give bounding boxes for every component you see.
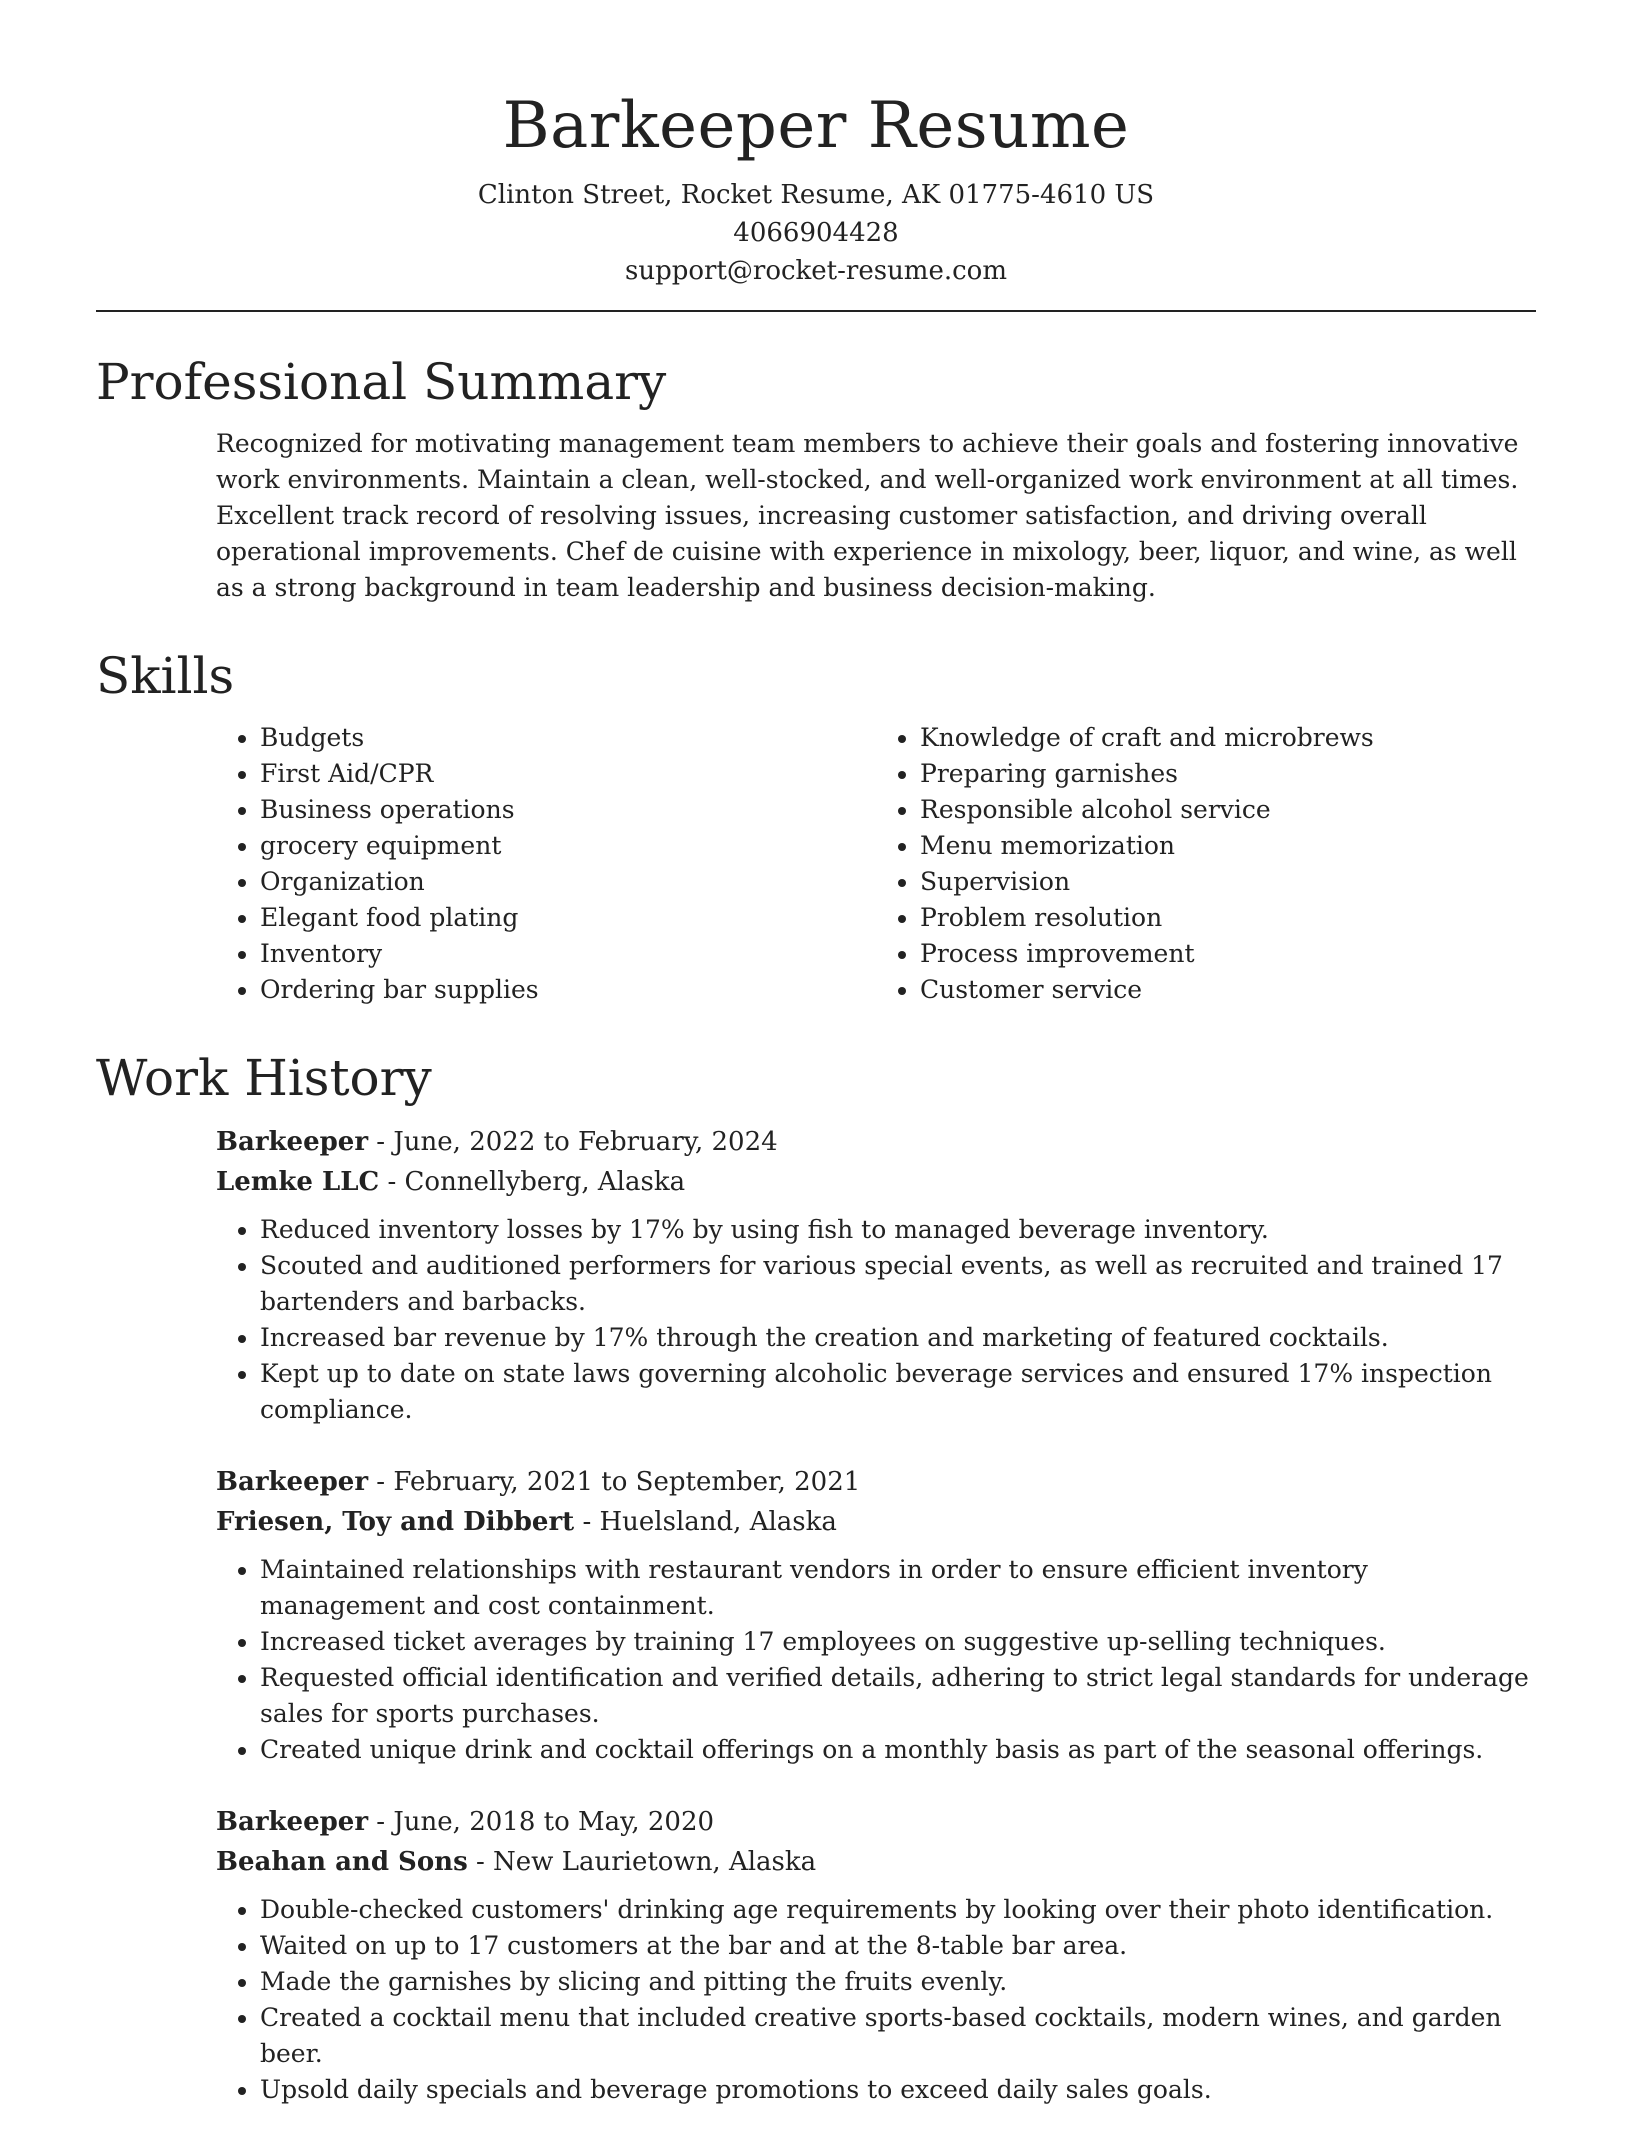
skill-item: • Elegant food plating: [260, 900, 876, 936]
job-bullet: • Made the garnishes by slicing and pitting the fruits evenly.: [260, 1964, 1536, 2000]
skill-item: • Knowledge of craft and microbrews: [920, 720, 1536, 756]
job-company: Friesen, Toy and Dibbert: [216, 1507, 575, 1537]
job-entry: [216, 1122, 1536, 1428]
job-bullet: • Created a cocktail menu that included creative sports-based cocktails, modern wines, and garden beer.: [260, 2000, 1536, 2072]
resume-page: [96, 0, 1536, 2142]
job-company-line: [216, 1162, 1536, 1202]
job-bullet: • Requested official identification and verified details, adhering to strict legal standards for underage sales for sports purchases.: [260, 1660, 1536, 1732]
job-bullet: • Reduced inventory losses by 17% by using fish to managed beverage inventory.: [260, 1212, 1536, 1248]
job-company-line: [216, 1842, 1536, 1882]
work-history-section: [216, 1122, 1536, 2108]
job-bullets: [216, 1892, 1536, 2108]
contact-block: [96, 176, 1536, 290]
job-bullet: • Increased ticket averages by training 17 employees on suggestive up-selling techniques.: [260, 1624, 1536, 1660]
job-location: - Huelsland, Alaska: [574, 1507, 837, 1537]
job-bullet: • Kept up to date on state laws governing alcoholic beverage services and ensured 17% inspection compliance.: [260, 1356, 1536, 1428]
skills-column-right: [876, 720, 1536, 1008]
job-bullet: • Scouted and auditioned performers for various special events, as well as recruited and trained 17 bartenders and barbacks.: [260, 1248, 1536, 1320]
job-company-line: [216, 1502, 1536, 1542]
job-bullet: • Increased bar revenue by 17% through the creation and marketing of featured cocktails.: [260, 1320, 1536, 1356]
skills-heading: Skills: [96, 647, 235, 705]
skill-item: • Problem resolution: [920, 900, 1536, 936]
skill-item: • Budgets: [260, 720, 876, 756]
job-location: - New Laurietown, Alaska: [467, 1847, 817, 1877]
summary-heading: Professional Summary: [96, 353, 667, 411]
job-bullets: [216, 1552, 1536, 1768]
skill-item: • Organization: [260, 864, 876, 900]
job-title-line: [216, 1122, 1536, 1162]
job-title: Barkeeper: [216, 1467, 369, 1497]
contact-address: Clinton Street, Rocket Resume, AK 01775-4610 US: [477, 180, 1155, 210]
job-bullet: • Created unique drink and cocktail offerings on a monthly basis as part of the seasonal offerings.: [260, 1732, 1536, 1768]
job-company: Lemke LLC: [216, 1167, 380, 1197]
skill-item: • Preparing garnishes: [920, 756, 1536, 792]
job-title: Barkeeper: [216, 1127, 369, 1157]
contact-phone: 4066904428: [733, 218, 899, 248]
job-bullet: • Double-checked customers' drinking age requirements by looking over their photo identification.: [260, 1892, 1536, 1928]
skill-item: • grocery equipment: [260, 828, 876, 864]
job-bullet: • Maintained relationships with restaurant vendors in order to ensure efficient inventory management and cost containment.: [260, 1552, 1536, 1624]
job-entry: [216, 1802, 1536, 2108]
job-title-line: [216, 1462, 1536, 1502]
skill-item: • Process improvement: [920, 936, 1536, 972]
summary-section: [216, 426, 1536, 606]
skills-grid: [216, 720, 1536, 1008]
summary-text: Recognized for motivating management team members to achieve their goals and fostering innovative work environments. Maintain a clean, well-stocked, and well-organized work environment at all times. Excellent track record of resolving issues, increasing customer satisfaction, and driving overall operational improvements. Chef de cuisine with experience in mixology, beer, liquor, and wine, as well as a strong background in team leadership and business decision-making.: [216, 429, 1519, 602]
skill-item: • Inventory: [260, 936, 876, 972]
header-divider: [96, 310, 1536, 312]
job-title-line: [216, 1802, 1536, 1842]
job-bullets: [216, 1212, 1536, 1428]
job-entry: [216, 1462, 1536, 1768]
skill-item: • Ordering bar supplies: [260, 972, 876, 1008]
skill-item: • Business operations: [260, 792, 876, 828]
job-dates: - June, 2018 to May, 2020: [368, 1807, 715, 1837]
work-history-heading: Work History: [96, 1049, 432, 1107]
skill-item: • Supervision: [920, 864, 1536, 900]
skill-item: • First Aid/CPR: [260, 756, 876, 792]
job-dates: - February, 2021 to September, 2021: [368, 1467, 861, 1497]
resume-title: Barkeeper Resume: [502, 89, 1130, 163]
skill-item: • Responsible alcohol service: [920, 792, 1536, 828]
skill-item: • Menu memorization: [920, 828, 1536, 864]
job-bullet: • Upsold daily specials and beverage promotions to exceed daily sales goals.: [260, 2072, 1536, 2108]
job-dates: - June, 2022 to February, 2024: [368, 1127, 778, 1157]
resume-header: [96, 0, 1536, 290]
job-title: Barkeeper: [216, 1807, 369, 1837]
skill-item: • Customer service: [920, 972, 1536, 1008]
job-location: - Connellyberg, Alaska: [379, 1167, 686, 1197]
job-company: Beahan and Sons: [216, 1847, 468, 1877]
skills-column-left: [216, 720, 876, 1008]
job-bullet: • Waited on up to 17 customers at the bar and at the 8-table bar area.: [260, 1928, 1536, 1964]
contact-email: support@rocket-resume.com: [624, 256, 1007, 286]
